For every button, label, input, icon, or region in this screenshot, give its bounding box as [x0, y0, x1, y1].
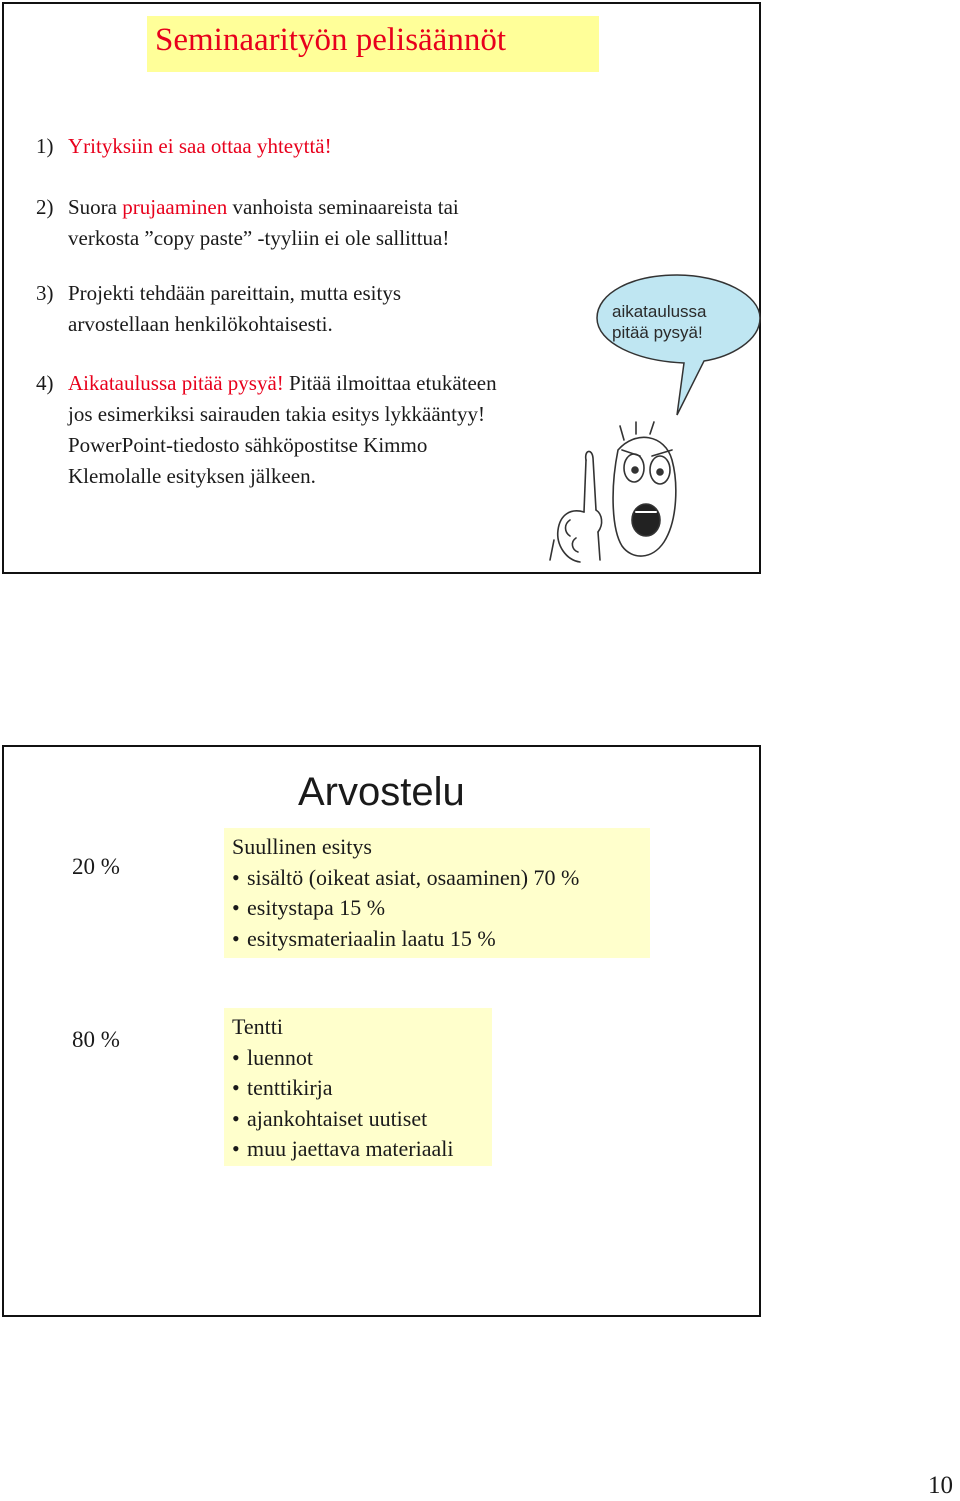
- list-item: • sisältö (oikeat asiat, osaaminen) 70 %: [232, 863, 640, 894]
- grading-title: Arvostelu: [298, 770, 465, 814]
- list-item: • luennot: [232, 1043, 482, 1074]
- speech-bubble-icon: [592, 273, 762, 423]
- shouting-face-illustration: [540, 420, 680, 570]
- rule-2-line-2: verkosta ”copy paste” -tyyliin ei ole sallittua!: [68, 226, 450, 250]
- page-number: 10: [928, 1472, 953, 1499]
- rule-3: [36, 278, 401, 340]
- list-item: • esitysmateriaalin laatu 15 %: [232, 924, 640, 955]
- rule-2: [36, 192, 459, 254]
- list-item: • tenttikirja: [232, 1073, 482, 1104]
- rule-1-text: Yrityksiin ei saa ottaa yhteyttä!: [68, 134, 332, 158]
- exam-percent: 80 %: [72, 1027, 120, 1052]
- rule-number: 4): [36, 371, 54, 395]
- rule-1: [36, 131, 332, 162]
- rule-number: 1): [36, 134, 54, 158]
- rule-4: [36, 368, 497, 492]
- oral-heading: Suullinen esitys: [232, 834, 372, 859]
- list-item: • esitystapa 15 %: [232, 893, 640, 924]
- rule-4-line-4: Klemolalle esityksen jälkeen.: [68, 464, 316, 488]
- exam-topics-list: [232, 1043, 482, 1165]
- speech-bubble: [592, 273, 762, 369]
- rule-4-line-2: jos esimerkiksi sairauden takia esitys lykkääntyy!: [68, 402, 485, 426]
- rule-number: 2): [36, 195, 54, 219]
- rule-4-highlight: Aikataulussa pitää pysyä!: [68, 371, 284, 395]
- bubble-line-1: aikataulussa: [612, 302, 707, 321]
- exam-box: [224, 1008, 492, 1166]
- rule-2-highlight: prujaaminen: [122, 195, 228, 219]
- exam-heading: Tentti: [232, 1014, 284, 1039]
- shouting-face-icon: [540, 420, 680, 570]
- rule-2-text-b: vanhoista seminaareista tai: [227, 195, 459, 219]
- title-box: [147, 16, 599, 72]
- slide-title: Seminaarityön pelisäännöt: [155, 22, 506, 58]
- oral-percent: 20 %: [72, 854, 120, 879]
- bubble-text: [612, 301, 752, 343]
- rule-2-text-a: Suora: [68, 195, 123, 219]
- rule-4-line-3: PowerPoint-tiedosto sähköpostitse Kimmo: [68, 433, 428, 457]
- bubble-line-2: pitää pysyä!: [612, 323, 703, 342]
- rule-3-line-2: arvostellaan henkilökohtaisesti.: [68, 312, 333, 336]
- rule-4-text-a: Pitää ilmoittaa etukäteen: [283, 371, 497, 395]
- rule-3-line-1: Projekti tehdään pareittain, mutta esitys: [68, 281, 401, 305]
- oral-presentation-box: [224, 828, 650, 958]
- list-item: • ajankohtaiset uutiset: [232, 1104, 482, 1135]
- oral-criteria-list: [232, 863, 640, 955]
- list-item: • muu jaettava materiaali: [232, 1134, 482, 1165]
- rule-number: 3): [36, 281, 54, 305]
